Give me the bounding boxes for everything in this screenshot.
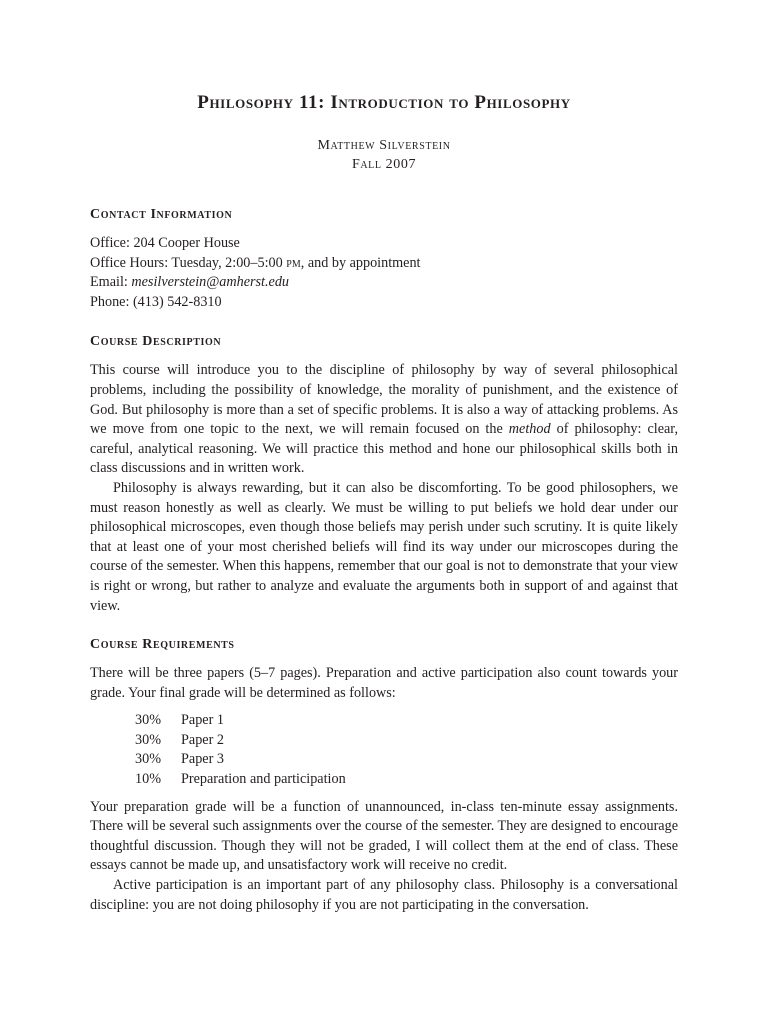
- instructor-name: Matthew Silverstein: [317, 138, 451, 153]
- grade-row: [135, 750, 346, 770]
- requirements-body: [90, 664, 678, 915]
- grade-percent: 30%: [135, 751, 162, 768]
- email-line: [90, 273, 678, 293]
- description-paragraph-2: Philosophy is always rewarding, but it can also be discomforting. To be good philosophers, we must reason honestly as well as clearly. We must be willing to put beliefs we hold dear under our philosophical microscopes, even though those beliefs may perish under such scrutiny. It is quite likely that at least one of your most cherished beliefs will find its way under our microscopes during the course of the semester. When this happens, remember that our goal is not to demonstrate that your view is right or wrong, but rather to analyze and evaluate the arguments both in support of and against that view.: [90, 479, 678, 614]
- grade-breakdown: [135, 711, 346, 789]
- course-title: Philosophy 11: Introduction to Philosophy: [197, 92, 571, 113]
- grade-row: [135, 731, 346, 751]
- description-body: [90, 361, 678, 616]
- requirements-paragraph-preparation: Your preparation grade will be a function of unannounced, in-class ten-minute essay assignments. There will be several such assignments over the course of the semester. They are designed to encourage thoughtful discussion. Though they will not be graded, I will collect them at the end of class. These essays cannot be made up, and unsatisfactory work will receive no credit.: [90, 798, 678, 874]
- contact-info: [90, 234, 678, 312]
- course-term: Fall 2007: [351, 157, 417, 172]
- office-line: Office: 204 Cooper House: [90, 235, 240, 251]
- grade-item: Preparation and participation: [181, 771, 346, 788]
- contact-heading: Contact Information: [90, 207, 233, 222]
- grade-item: Paper 2: [181, 731, 224, 748]
- hours-pm: pm: [286, 254, 301, 271]
- p1-text-before: This course will introduce you to the discipline of philosophy by way of several philosophical problems, including the possibility of knowledge, the morality of punishment, and the existence of God. But philosophy is more than a set of specific problems. It is also a way of attacking problems. As we move from one topic to the next, we will remain focused on the: [90, 362, 678, 438]
- p1-emphasis: method: [508, 421, 551, 438]
- p1-text-after: of philosophy: clear, careful, analytical reasoning. We will practice this method and hone our philosophical skills both in class discussions and in written work.: [90, 421, 679, 477]
- grade-percent: 30%: [135, 731, 162, 748]
- email-address[interactable]: mesilverstein@amherst.edu: [131, 274, 290, 291]
- grade-percent: 10%: [135, 771, 162, 788]
- phone-line: Phone: (413) 542-8310: [90, 293, 222, 310]
- hours-suffix: , and by appointment: [300, 254, 421, 271]
- grade-percent: 30%: [135, 712, 162, 729]
- description-paragraph-1: [90, 361, 678, 479]
- email-label: Email:: [90, 274, 132, 291]
- requirements-intro: There will be three papers (5–7 pages). Preparation and active participation also count towards your grade. Your final grade will be determined as follows:: [90, 665, 678, 701]
- grade-row: [135, 711, 346, 731]
- requirements-heading: Course Requirements: [90, 637, 235, 653]
- grade-row: [135, 770, 346, 790]
- hours-prefix: Office Hours: Tuesday, 2:00–5:00: [90, 254, 287, 271]
- grade-item: Paper 3: [181, 751, 224, 768]
- grade-item: Paper 1: [181, 712, 224, 729]
- requirements-paragraph-participation: Active participation is an important part of any philosophy class. Philosophy is a conversational discipline: you are not doing philosophy if you are not participating in the conversation.: [90, 877, 678, 913]
- description-heading: Course Description: [90, 334, 222, 350]
- office-hours-line: [90, 254, 678, 274]
